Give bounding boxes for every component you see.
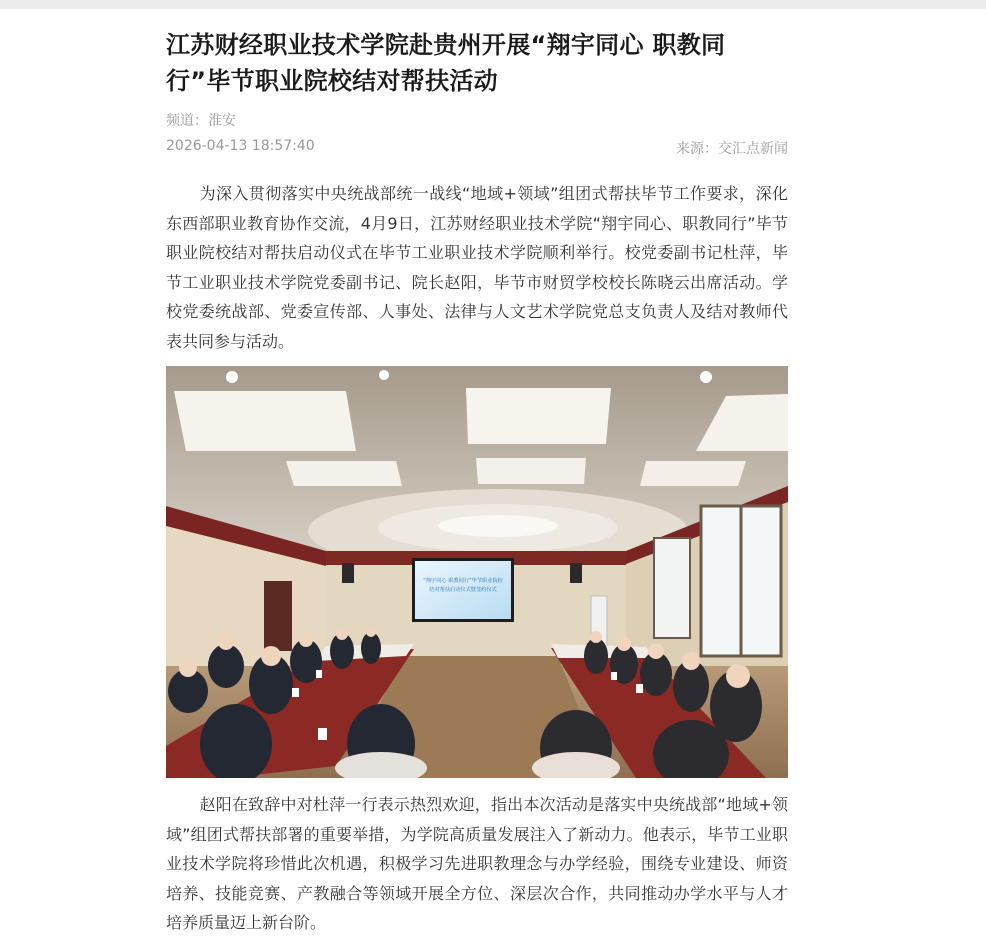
top-bar bbox=[0, 0, 986, 9]
article-paragraph-1: 为深入贯彻落实中央统战部统一战线“地域+领域”组团式帮扶毕节工作要求，深化东西部职业教育协作交流，4月9日，江苏财经职业技术学院“翔宇同心、职教同行”毕节职业院校结对帮扶启动仪式在毕节工业职业技术学院顺利举行。校党委副书记杜萍，毕节工业职业技术学院党委副书记、院长赵阳，毕节市财贸学校校长陈晓云出席活动。学校党委统战部、党委宣传部、人事处、法律与人文艺术学院党总支负责人及结对教师代表共同参与活动。 bbox=[166, 184, 788, 351]
channel-info bbox=[166, 111, 236, 131]
meeting-room-photo bbox=[166, 366, 788, 778]
article-paragraph-2: 赵阳在致辞中对杜萍一行表示热烈欢迎，指出本次活动是落实中央统战部“地域+领域”组团式帮扶部署的重要举措，为学院高质量发展注入了新动力。他表示，毕节工业职业技术学院将珍惜此次机遇，积极学习先进职教理念与办学经验，围绕专业建设、师资培养、技能竞赛、产教融合等领域开展全方位、深层次合作，共同推动办学水平与人才培养质量迈上新台阶。 bbox=[166, 795, 788, 932]
source-label: 来源： bbox=[676, 141, 718, 157]
channel-link[interactable]: 淮安 bbox=[208, 113, 236, 129]
screen-text-line2: 结对帮扶启动仪式暨签约仪式 bbox=[429, 587, 497, 593]
article-meta bbox=[166, 111, 788, 167]
publish-datetime: 2026-04-13 18:57:40 bbox=[166, 138, 315, 154]
source-value: 交汇点新闻 bbox=[718, 141, 788, 157]
article bbox=[166, 27, 788, 932]
article-title: 江苏财经职业技术学院赴贵州开展“翔宇同心 职教同行”毕节职业院校结对帮扶活动 bbox=[166, 31, 726, 95]
screen-text-line1: “翔宇同心 职教同行”毕节职业院校 bbox=[423, 578, 503, 584]
channel-label: 频道： bbox=[166, 113, 208, 129]
source-info bbox=[676, 139, 788, 159]
article-photo bbox=[166, 366, 788, 778]
